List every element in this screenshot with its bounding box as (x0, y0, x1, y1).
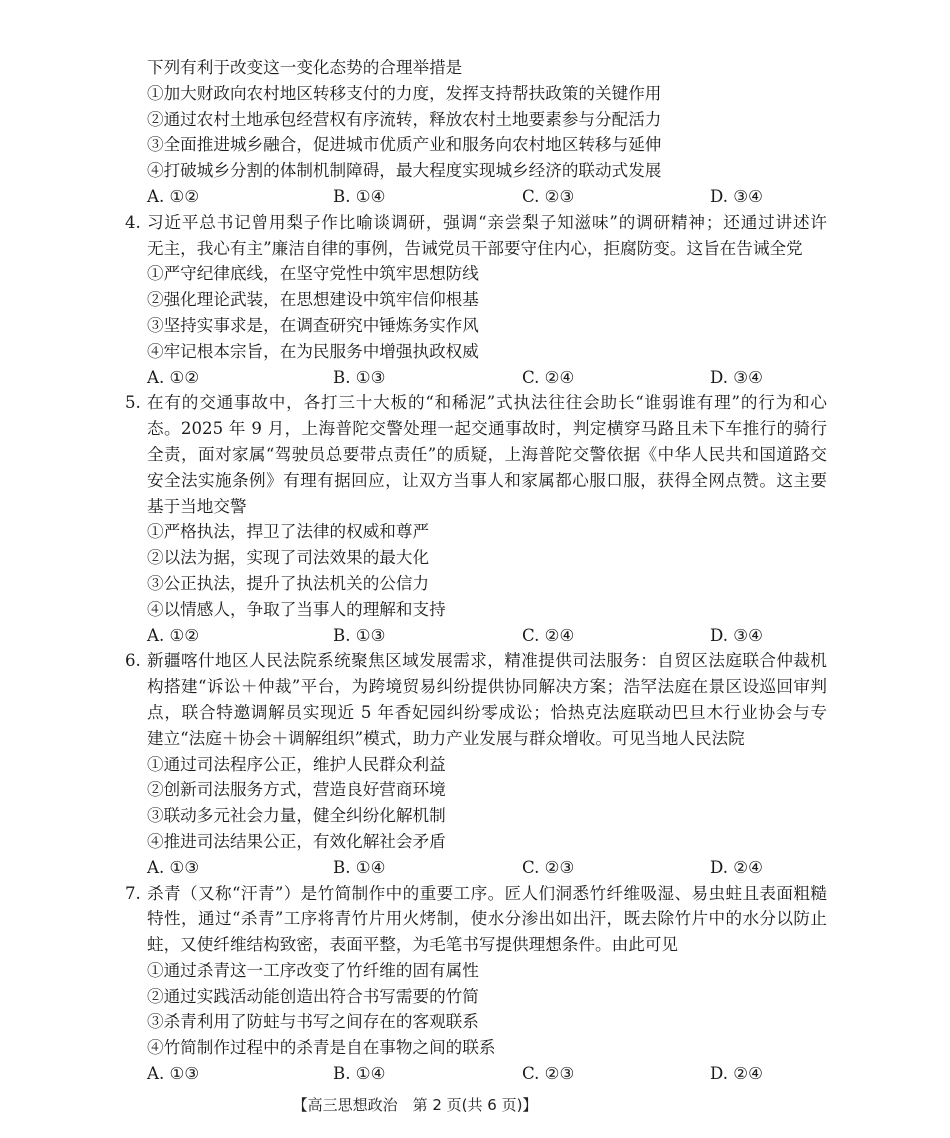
option-statement: ②通过实践活动能创造出符合书写需要的竹简 (147, 986, 479, 1006)
answer-choice-d: D. ③④ (710, 625, 764, 645)
question-stem-line: 基于当地交警 (147, 496, 247, 516)
question-block (147, 55, 827, 210)
answer-choice-c: C. ②④ (522, 367, 575, 387)
answer-choice-b: B. ①③ (333, 367, 386, 387)
answer-choice-a: A. ①③ (147, 1064, 200, 1084)
answer-choice-d: D. ③④ (710, 186, 764, 206)
question-stem-line: 在有的交通事故中，各打三十大板的“和稀泥”式执法往往会助长“谁弱谁有理”的行为和心 (147, 393, 827, 413)
option-statement: ④牢记根本宗旨，在为民服务中增强执政权威 (147, 341, 479, 361)
question-stem-line: 杀青（又称“汗青”）是竹简制作中的重要工序。匠人们洞悉竹纤维吸湿、易虫蛀且表面粗糙 (147, 883, 827, 903)
answer-choice-a: A. ①② (147, 186, 200, 206)
question-stem-line: 态。2025 年 9 月，上海普陀交警处理一起交通事故时，判定横穿马路且未下车推行的骑行 (147, 419, 827, 439)
answer-choice-c: C. ②③ (522, 857, 575, 877)
option-statement: ③坚持实事求是，在调查研究中锤炼务实作风 (147, 315, 479, 335)
answer-choice-c: C. ②③ (522, 1064, 575, 1084)
question-stem-line: 习近平总书记曾用梨子作比喻谈调研，强调“亲尝梨子知滋味”的调研精神；还通过讲述许 (147, 212, 827, 232)
answer-choices (147, 184, 827, 210)
option-statement: ①严守纪律底线，在坚守党性中筑牢思想防线 (147, 264, 479, 284)
option-statement: ③联动多元社会力量，健全纠纷化解机制 (147, 806, 446, 826)
answer-choice-b: B. ①④ (333, 1064, 386, 1084)
answer-choice-a: A. ①③ (147, 857, 200, 877)
answer-choice-a: A. ①② (147, 367, 200, 387)
option-statement: ②强化理论武装，在思想建设中筑牢信仰根基 (147, 290, 479, 310)
option-statement: ①通过杀青这一工序改变了竹纤维的固有属性 (147, 960, 479, 980)
option-statement: ④打破城乡分割的体制机制障碍，最大程度实现城乡经济的联动式发展 (147, 161, 662, 181)
option-statement: ①严格执法，捍卫了法律的权威和尊严 (147, 522, 430, 542)
question-number: 5. (125, 393, 141, 413)
question-number: 7. (125, 883, 141, 903)
option-statement: ④以情感人，争取了当事人的理解和支持 (147, 599, 446, 619)
question-block (125, 210, 827, 391)
option-statement: ②以法为据，实现了司法效果的最大化 (147, 548, 430, 568)
answer-choices (147, 365, 827, 391)
footer-text: 【高三思想政治 第 2 页(共 6 页)】 (292, 1096, 538, 1114)
answer-choice-a: A. ①② (147, 625, 200, 645)
page-footer (0, 1094, 950, 1115)
question-block (125, 390, 827, 648)
option-statement: ③全面推进城乡融合，促进城市优质产业和服务向农村地区转移与延伸 (147, 135, 662, 155)
answer-choices (147, 855, 827, 881)
question-number: 6. (125, 651, 141, 671)
answer-choice-b: B. ①④ (333, 186, 386, 206)
answer-choice-b: B. ①③ (333, 625, 386, 645)
question-stem-line: 特性，通过“杀青”工序将青竹片用火烤制，使水分渗出如出汗，既去除竹片中的水分以防止 (147, 909, 827, 929)
question-stem-line: 构搭建“诉讼＋仲裁”平台，为跨境贸易纠纷提供协同解决方案；浩罕法庭在景区设巡回审判 (147, 677, 827, 697)
question-block (125, 648, 827, 880)
question-stem-line: 新疆喀什地区人民法院系统聚焦区域发展需求，精准提供司法服务：自贸区法庭联合仲裁机 (147, 651, 827, 671)
question-number: 4. (125, 212, 141, 232)
answer-choice-d: D. ②④ (710, 1064, 764, 1084)
answer-choice-d: D. ③④ (710, 367, 764, 387)
question-block (125, 881, 827, 1087)
answer-choice-c: C. ②③ (522, 186, 575, 206)
exam-page-body (125, 55, 827, 1087)
question-stem-line: 全责，面对家属“驾驶员总要带点责任”的质疑，上海普陀交警依据《中华人民共和国道路交 (147, 444, 827, 464)
option-statement: ①通过司法程序公正，维护人民群众利益 (147, 754, 446, 774)
option-statement: ③公正执法，提升了执法机关的公信力 (147, 573, 430, 593)
question-stem-line: 下列有利于改变这一变化态势的合理举措是 (147, 58, 463, 77)
answer-choice-b: B. ①④ (333, 857, 386, 877)
question-stem-line: 无主，我心有主”廉洁自律的事例，告诫党员干部要守住内心，拒腐防变。这旨在告诫全党 (147, 238, 803, 258)
answer-choices (147, 1061, 827, 1087)
question-stem-line: 蛀，又使纤维结构致密，表面平整，为毛笔书写提供理想条件。由此可见 (147, 935, 678, 955)
option-statement: ①加大财政向农村地区转移支付的力度，发挥支持帮扶政策的关键作用 (147, 83, 662, 103)
question-stem-line: 点，联合特邀调解员实现近 5 年香妃园纠纷零成讼；恰热克法庭联动巴旦木行业协会与专 (147, 702, 827, 722)
question-stem-line: 建立“法庭＋协会＋调解组织”模式，助力产业发展与群众增收。可见当地人民法院 (147, 728, 745, 748)
answer-choice-d: D. ②④ (710, 857, 764, 877)
answer-choices (147, 623, 827, 649)
option-statement: ②创新司法服务方式，营造良好营商环境 (147, 780, 446, 800)
answer-choice-c: C. ②④ (522, 625, 575, 645)
question-stem-line: 安全法实施条例》有理有据回应，让双方当事人和家属都心服口服，获得全网点赞。这主要 (147, 470, 827, 490)
option-statement: ③杀青利用了防蛀与书写之间存在的客观联系 (147, 1012, 479, 1032)
option-statement: ④推进司法结果公正，有效化解社会矛盾 (147, 831, 446, 851)
option-statement: ④竹简制作过程中的杀青是自在事物之间的联系 (147, 1038, 496, 1058)
option-statement: ②通过农村土地承包经营权有序流转，释放农村土地要素参与分配活力 (147, 109, 662, 129)
